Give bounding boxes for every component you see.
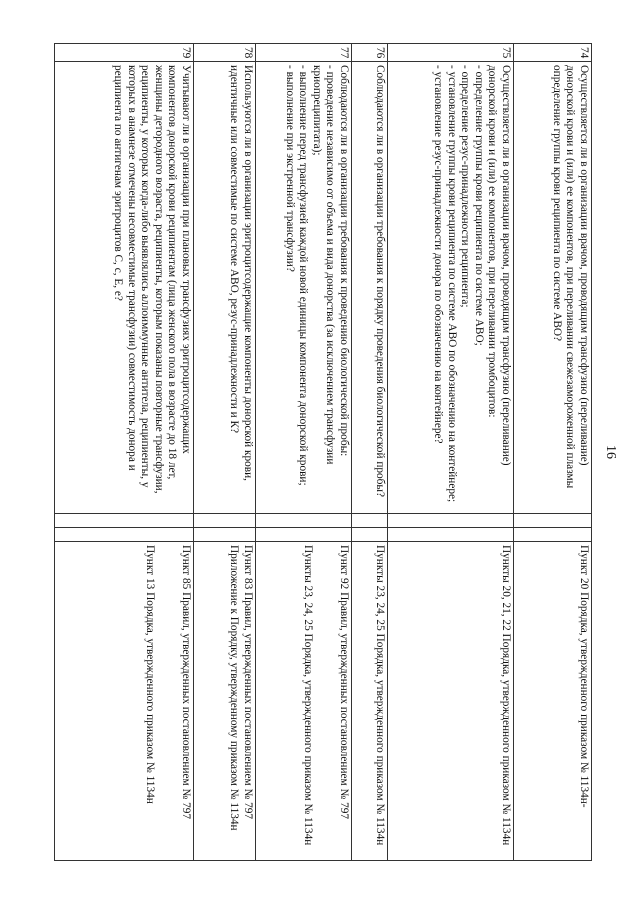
answer-cell: [388, 514, 514, 528]
reference-cell: [55, 542, 194, 861]
answer-cell: [388, 528, 514, 542]
reference-text: Приложение к Порядку, утвержденному приказом № 1134н: [228, 545, 241, 831]
reference-text: Пункт 92 Правил, утвержденных постановлением № 797: [338, 545, 350, 820]
question-text: Используются ли в организации эритроцитсодержащие компоненты донорской крови, идентичные или совместимые по системе АВО, резус-принадлежности и К?: [228, 65, 254, 481]
question-subitem: - проведение независимо от объема и вида донорства (за исключением трансфузии криопреципитата);: [310, 65, 337, 465]
question-text: Соблюдаются ли в организации требования к проведению биологической пробы:: [338, 65, 350, 457]
question-subitem: - определение резус-принадлежности реципиента;: [459, 65, 472, 308]
question-cell: [55, 62, 194, 514]
table-row: [388, 44, 514, 861]
question-cell: [388, 62, 514, 514]
table-row: [256, 44, 352, 861]
table-row: [194, 44, 256, 861]
question-subitem: - установление резус-принадлежности донора по обозначению на контейнере?: [432, 65, 445, 444]
answer-cell: [514, 528, 592, 542]
page-number: 16: [603, 445, 618, 459]
reference-cell: [194, 542, 256, 861]
row-number: 76: [352, 44, 388, 62]
answer-cell: [352, 528, 388, 542]
row-number: 75: [388, 44, 514, 62]
question-text: Соблюдаются ли в организации требования к порядку проведения биологической пробы?: [374, 65, 386, 498]
reference-text: Пункт 20 Порядка, утвержденного приказом № 1134н-: [578, 545, 590, 808]
reference-text: Пункт 85 Правил, утвержденных постановлением № 797: [180, 545, 192, 820]
reference-text: Пункты 20, 21, 22 Порядка, утвержденного приказом № 1134н: [500, 545, 512, 846]
row-number: 77: [256, 44, 352, 62]
checklist-table: [54, 43, 592, 861]
reference-cell: [256, 542, 352, 861]
question-text: Осуществляется ли в организации врачом, проводящим трансфузию (переливание) донорской крови и (или) ее компонентов, при переливании тромбоцитов:: [486, 65, 512, 466]
reference-spacer: [156, 545, 178, 857]
question-cell: [352, 62, 388, 514]
reference-cell: [352, 542, 388, 861]
table-row: [352, 44, 388, 861]
answer-cell: [55, 514, 194, 528]
question-cell: [256, 62, 352, 514]
answer-cell: [256, 528, 352, 542]
question-subitem: - выполнение перед трансфузией каждой новой единицы компонента донорской крови;: [297, 65, 310, 486]
question-subitem: - установление группы крови реципиента по системе АВО по обозначению на контейнере;: [445, 65, 458, 503]
row-number: 74: [514, 44, 592, 62]
question-text: Осуществляется ли в организации врачом, проводящим трансфузию (переливание) донорской крови и (или) ее компонентов, при переливании свежезамороженной плазмы определение группы крови реципиента по системе АВО?: [550, 65, 590, 489]
table-row: [55, 44, 194, 861]
reference-text: Пункты 23, 24, 25 Порядка, утвержденного приказом № 1134н: [374, 545, 386, 846]
table-row: [514, 44, 592, 861]
row-number: 79: [55, 44, 194, 62]
question-text: Учитывают ли в организации при плановых трансфузиях эритроцитсодержащих компонентов донорской крови реципиентам (лица женского пола в возрасте до 18 лет, женщины детородного возраста, реципиенты, которым показаны повторные трансфузии, реципиенты, у которых когда-либо выявлялись аллоиммунные антитела, реципиенты, у которых в анамнезе отмечены несовместимые трансфузии) совместимость донора и реципиента по антигенам эритроцитов С, с, Е, е?: [112, 65, 192, 494]
reference-cell: [514, 542, 592, 861]
question-subitem: - определение группы крови реципиента по системе АВО;: [472, 65, 485, 346]
answer-cell: [514, 514, 592, 528]
reference-text: Пункт 83 Правил, утвержденных постановлением № 797: [242, 545, 254, 820]
reference-text: Пункт 13 Порядка, утвержденного приказом № 1134н: [144, 545, 157, 804]
answer-cell: [256, 514, 352, 528]
reference-cell: [388, 542, 514, 861]
reference-text: Пункты 23, 24, 25 Порядка, утвержденного приказом № 1134н: [302, 545, 315, 846]
reference-spacer: [314, 545, 336, 857]
question-cell: [514, 62, 592, 514]
question-subitem: - выполнение при экстренной трансфузии?: [283, 65, 296, 272]
answer-cell: [55, 528, 194, 542]
question-cell: [194, 62, 256, 514]
answer-cell: [352, 514, 388, 528]
answer-cell: [194, 528, 256, 542]
answer-cell: [194, 514, 256, 528]
row-number: 78: [194, 44, 256, 62]
document-rotated-container: [54, 43, 592, 861]
